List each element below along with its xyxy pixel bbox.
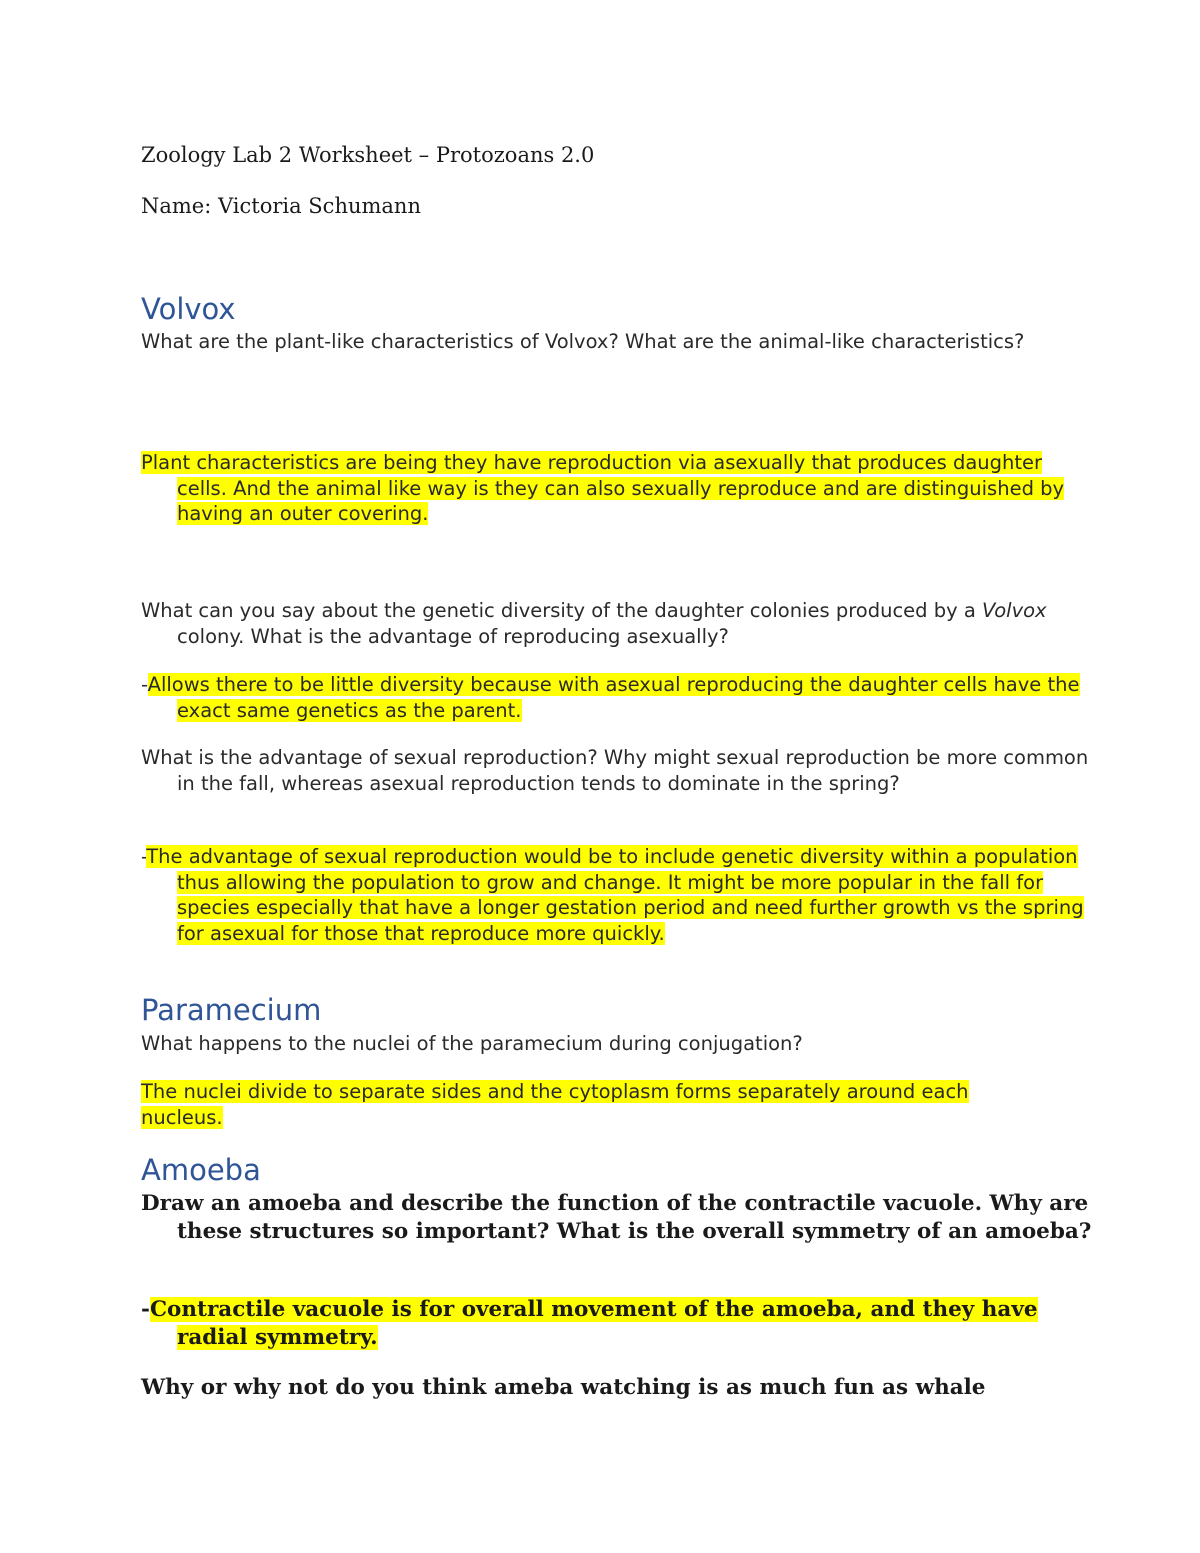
italic-term: Volvox: [982, 599, 1047, 622]
answer-paramecium-nuclei: [141, 1079, 1021, 1130]
question-volvox-genetic-diversity: What can you say about the genetic diversity of the daughter colonies produced by a Volvox colony. What is the advantage of reproducing asexually?: [141, 599, 1047, 648]
question-volvox-characteristics: What are the plant-like characteristics of Volvox? What are the animal-like characteristics?: [141, 330, 1025, 353]
section-heading-paramecium: Paramecium: [141, 993, 322, 1027]
highlighted-answer: Contractile vacuole is for overall movement of the amoeba, and they have radial symmetry.: [149, 1297, 1038, 1350]
highlighted-answer: The nuclei divide to separate sides and the cytoplasm forms separately around each nucleus.: [141, 1080, 969, 1129]
question-paramecium-nuclei: What happens to the nuclei of the paramecium during conjugation?: [141, 1032, 803, 1055]
question-amoeba-fun: Why or why not do you think ameba watching is as much fun as whale: [141, 1375, 986, 1400]
answer-volvox-characteristics: [141, 450, 1092, 527]
answer-amoeba-contractile-vacuole: -Contractile vacuole is for overall movement of the amoeba, and they have radial symmetry.: [141, 1297, 1038, 1350]
question-amoeba-contractile-vacuole: Draw an amoeba and describe the function of the contractile vacuole. Why are these structures so important? What is the overall symmetry of an amoeba?: [141, 1191, 1092, 1244]
section-heading-volvox: Volvox: [141, 292, 236, 326]
highlighted-answer: Allows there to be little diversity because with asexual reproducing the daughter cells have the exact same genetics as the parent.: [147, 673, 1080, 722]
question-volvox-sexual-reproduction: What is the advantage of sexual reproduction? Why might sexual reproduction be more common in the fall, whereas asexual reproduction tends to dominate in the spring?: [141, 746, 1089, 795]
answer-volvox-sexual-reproduction: -The advantage of sexual reproduction would be to include genetic diversity within a population thus allowing the population to grow and change. It might be more popular in the fall for species especially that have a longer gestation period and need further growth vs the spring for asexual for those that reproduce more quickly.: [141, 845, 1084, 945]
highlighted-answer: The advantage of sexual reproduction would be to include genetic diversity within a population thus allowing the population to grow and change. It might be more popular in the fall for species especially that have a longer gestation period and need further growth vs the spring for asexual for those that reproduce more quickly.: [146, 845, 1084, 945]
student-name: Name: Victoria Schumann: [141, 194, 421, 218]
section-heading-amoeba: Amoeba: [141, 1153, 261, 1187]
highlighted-answer: Plant characteristics are being they have reproduction via asexually that produces daughter cells. And the animal like way is they can also sexually reproduce and are distinguished by having an outer covering.: [141, 451, 1065, 525]
answer-volvox-genetic-diversity: -Allows there to be little diversity because with asexual reproducing the daughter cells have the exact same genetics as the parent.: [141, 673, 1080, 722]
document-title: Zoology Lab 2 Worksheet – Protozoans 2.0: [141, 143, 595, 167]
